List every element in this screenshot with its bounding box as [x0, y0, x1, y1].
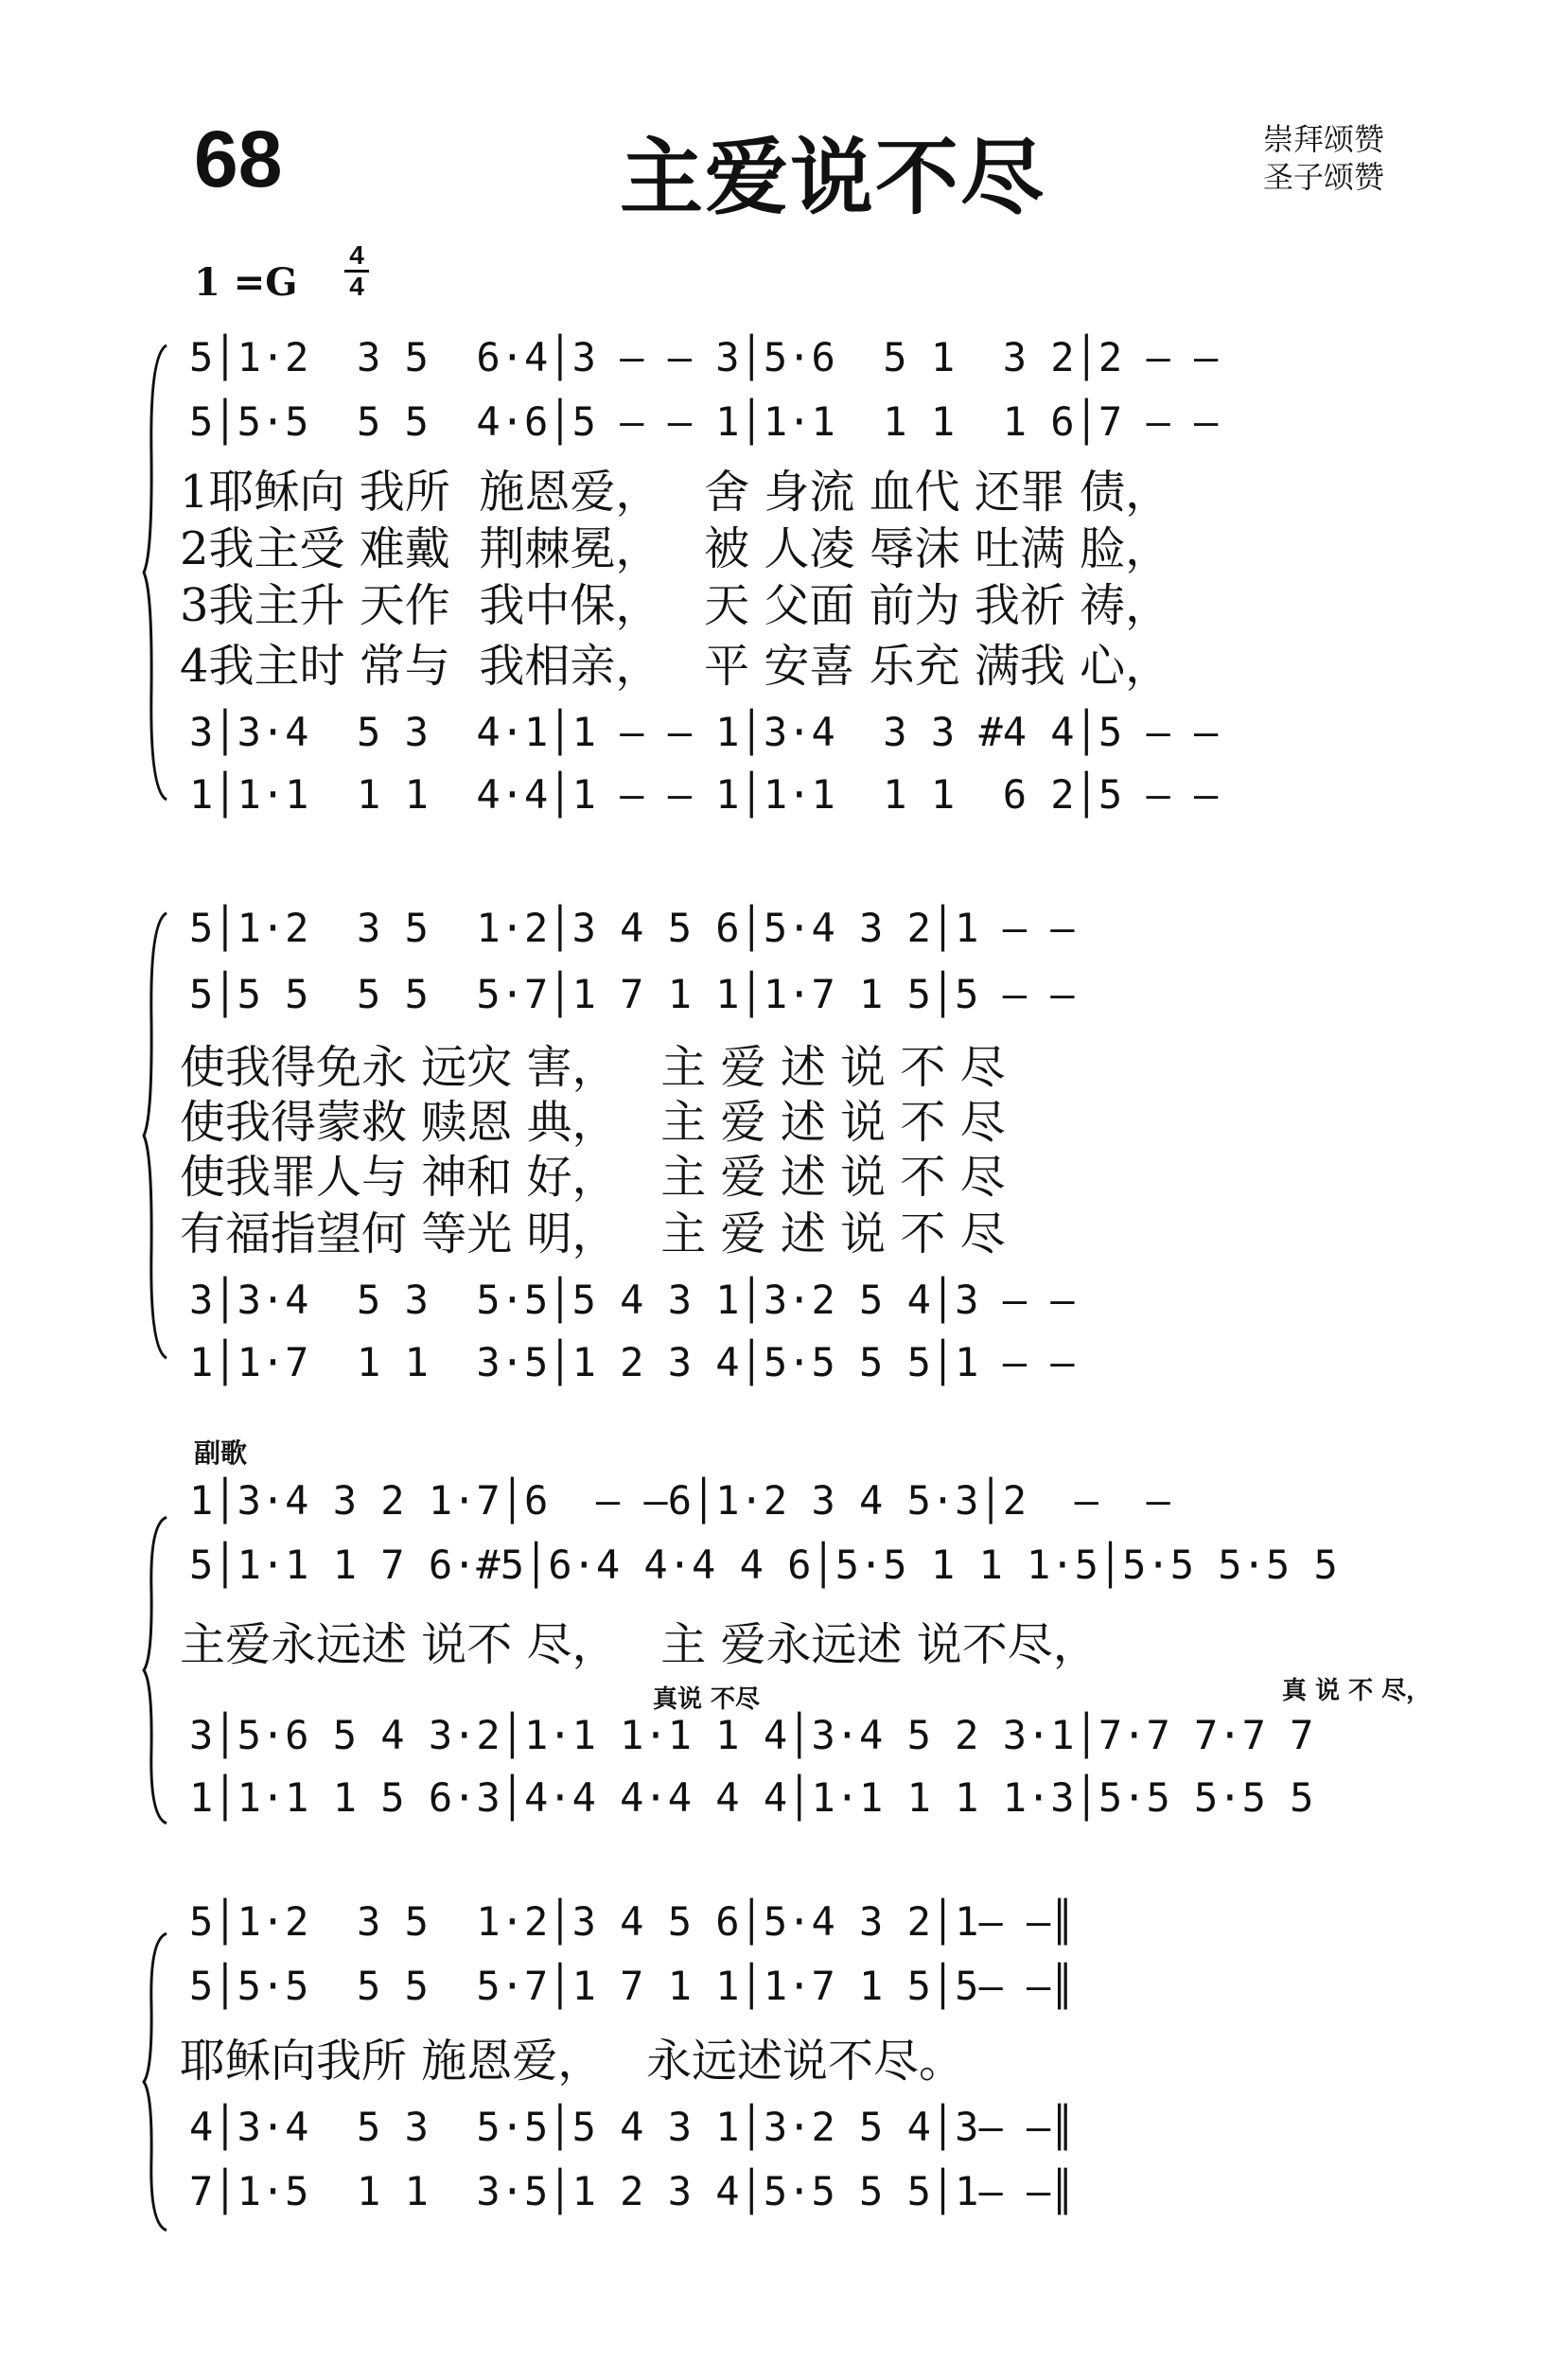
- source-line: 崇拜颂赞: [1263, 121, 1385, 157]
- soprano-line: 1│3·4 3 2 1·7│6 – –6│1·2 3 4 5·3│2 – –: [189, 1477, 1170, 1524]
- bass-line: 7│1·5 1 1 3·5│1 2 3 4│5·5 5 5│1– –║: [189, 2168, 1075, 2214]
- lyrics-verse-2: 使我得蒙救 赎恩 典， 主 爱 述 说 不 尽: [180, 1096, 1006, 1149]
- system-brace: [142, 908, 170, 1363]
- soprano-line: 5│1·2 3 5 1·2│3 4 5 6│5·4 3 2│1– –║: [189, 1898, 1075, 1945]
- alto-line: 5│5·5 5 5 4·6│5 – – 1│1·1 1 1 1 6│7 – –: [189, 398, 1219, 445]
- bass-line: 1│1·7 1 1 3·5│1 2 3 4│5·5 5 5│1 – –: [189, 1339, 1075, 1385]
- time-signature: [343, 241, 371, 301]
- bass-line: 1│1·1 1 1 4·4│1 – – 1│1·1 1 1 6 2│5 – –: [189, 771, 1219, 818]
- lyrics-verse-3: 使我罪人与 神和 好， 主 爱 述 说 不 尽: [180, 1151, 1006, 1204]
- lyrics-verse-4: 4我主时 常与 我相亲， 平 安喜 乐充 满我 心，: [180, 640, 1171, 693]
- tenor-annotation: 真 说 不 尽，: [1282, 1677, 1432, 1705]
- meter-denominator: 4: [349, 272, 364, 301]
- tenor-line: 3│5·6 5 4 3·2│1·1 1·1 1 4│3·4 5 2 3·1│7·7 7·7 7: [189, 1712, 1314, 1758]
- alto-line: 5│1·1 1 7 6·#5│6·4 4·4 4 6│5·5 1 1 1·5│5·5 5·5 5: [189, 1542, 1338, 1588]
- lyrics-refrain: 主爱永远述 说不 尽， 主 爱永远述 说不尽，: [180, 1618, 1098, 1671]
- lyrics-verse-1: 使我得免永 远灾 害， 主 爱 述 说 不 尽: [180, 1041, 1006, 1094]
- source-line: 圣子颂赞: [1263, 159, 1385, 195]
- tenor-line: 4│3·4 5 3 5·5│5 4 3 1│3·2 5 4│3– –║: [189, 2104, 1075, 2150]
- soprano-line: 5│1·2 3 5 6·4│3 – – 3│5·6 5 1 3 2│2 – –: [189, 334, 1219, 380]
- hymn-number: 68: [194, 115, 283, 203]
- alto-line: 5│5 5 5 5 5·7│1 7 1 1│1·7 1 5│5 – –: [189, 971, 1075, 1017]
- bass-line: 1│1·1 1 5 6·3│4·4 4·4 4 4│1·1 1 1 1·3│5·5 5·5 5: [189, 1774, 1314, 1821]
- refrain-label: 副歌: [194, 1437, 248, 1469]
- soprano-line: 5│1·2 3 5 1·2│3 4 5 6│5·4 3 2│1 – –: [189, 905, 1075, 951]
- system-brace: [142, 341, 170, 804]
- key-signature: 1 =G: [194, 260, 298, 305]
- hymn-title: 主爱说不尽: [620, 129, 1046, 226]
- lyrics-final: 耶稣向我所 施恩爱， 永远述说不尽。: [180, 2035, 965, 2088]
- tenor-annotation: 真说 不尽: [653, 1685, 761, 1714]
- tenor-line: 3│3·4 5 3 5·5│5 4 3 1│3·2 5 4│3 – –: [189, 1277, 1075, 1323]
- lyrics-verse-4: 有福指望何 等光 明， 主 爱 述 说 不 尽: [180, 1208, 1006, 1261]
- lyrics-verse-2: 2我主受 难戴 荆棘冕， 被 人凌 辱沫 吐满 脸，: [180, 522, 1171, 575]
- meter-numerator: 4: [349, 240, 364, 270]
- lyrics-verse-3: 3我主升 天作 我中保， 天 父面 前为 我祈 祷，: [180, 579, 1171, 632]
- system-brace: [142, 1514, 170, 1826]
- lyrics-verse-1: 1耶稣向 我所 施恩爱， 舍 身流 血代 还罪 债，: [180, 466, 1171, 519]
- tenor-line: 3│3·4 5 3 4·1│1 – – 1│3·4 3 3 #4 4│5 – –: [189, 709, 1219, 755]
- system-brace: [142, 1930, 170, 2233]
- alto-line: 5│5·5 5 5 5·7│1 7 1 1│1·7 1 5│5– –║: [189, 1963, 1075, 2009]
